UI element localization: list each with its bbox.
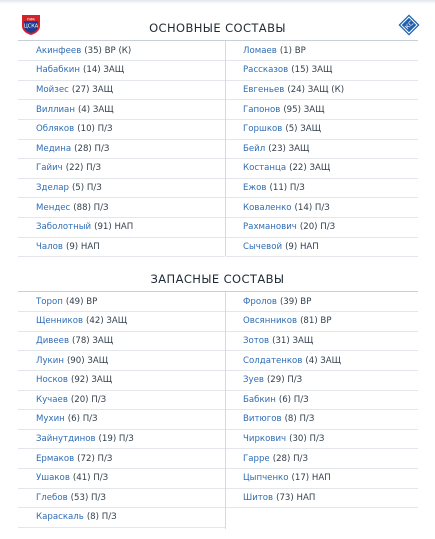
player-row <box>36 468 108 488</box>
player-name-link[interactable]: Мухин <box>36 414 65 425</box>
player-name-link[interactable]: Караскаль <box>36 512 84 523</box>
player-row <box>36 312 127 332</box>
player-number-position: (5) П/З <box>71 182 102 193</box>
player-number-position: (17) НАП <box>291 473 331 484</box>
player-row <box>36 390 106 410</box>
player-name-link[interactable]: Медина <box>36 143 72 154</box>
player-row <box>243 159 330 179</box>
player-number-position: (23) ЗАЩ <box>268 143 310 154</box>
row-separator <box>18 527 225 528</box>
player-number-position: (78) ЗАЩ <box>72 335 114 346</box>
player-name-link[interactable]: Шитов <box>243 492 274 503</box>
row-separator <box>226 256 418 257</box>
player-number-position: (11) П/З <box>269 182 305 193</box>
player-name-link[interactable]: Заболотный <box>36 222 92 233</box>
player-name-link[interactable]: Чалов <box>36 241 63 252</box>
player-number-position: (14) ЗАЩ <box>83 65 125 76</box>
player-number-position: (19) П/З <box>98 433 134 444</box>
player-number-position: (95) ЗАЩ <box>283 104 325 115</box>
player-number-position: (4) ЗАЩ <box>77 104 114 115</box>
player-name-link[interactable]: Глебов <box>36 492 68 503</box>
player-name-link[interactable]: Щенников <box>36 316 84 327</box>
player-row <box>243 139 309 159</box>
player-row <box>243 468 331 488</box>
player-row <box>243 100 325 120</box>
player-number-position: (4) ЗАЩ <box>305 355 342 366</box>
player-row <box>36 41 131 61</box>
player-row <box>243 198 330 218</box>
player-number-position: (15) ЗАЩ <box>291 65 333 76</box>
player-number-position: (9) НАП <box>285 241 319 252</box>
player-name-link[interactable]: Рахманович <box>243 222 297 233</box>
player-name-link[interactable]: Евгеньев <box>243 84 285 95</box>
player-number-position: (5) ЗАЩ <box>285 124 322 135</box>
player-row <box>36 100 114 120</box>
player-number-position: (9) НАП <box>65 241 100 252</box>
player-number-position: (72) П/З <box>77 453 113 464</box>
player-name-link[interactable]: Мендес <box>36 202 71 213</box>
player-number-position: (42) ЗАЩ <box>86 316 128 327</box>
player-row <box>243 390 309 410</box>
player-row <box>36 119 113 139</box>
player-row <box>243 178 305 198</box>
player-name-link[interactable]: Ломаев <box>243 45 277 56</box>
player-number-position: (27) ЗАЩ <box>71 84 114 95</box>
player-row <box>243 312 332 332</box>
player-number-position: (22) П/З <box>65 163 102 174</box>
player-row <box>36 429 134 449</box>
top-rule <box>0 0 435 4</box>
player-row <box>36 198 109 218</box>
player-row <box>36 508 117 528</box>
player-row <box>36 80 113 100</box>
player-number-position: (29) П/З <box>266 375 303 386</box>
svg-text:ПФК: ПФК <box>27 17 35 22</box>
player-name-link[interactable]: Ушаков <box>36 473 70 484</box>
player-name-link[interactable]: Бабкин <box>243 394 276 405</box>
player-name-link[interactable]: Зотов <box>243 335 270 346</box>
player-name-link[interactable]: Набабкин <box>36 65 80 76</box>
player-number-position: (14) П/З <box>294 202 330 213</box>
player-name-link[interactable]: Гайич <box>36 163 63 174</box>
player-row <box>36 159 101 179</box>
player-name-link[interactable]: Витюгов <box>243 414 282 425</box>
player-row <box>36 410 98 430</box>
player-row <box>243 410 314 430</box>
player-row <box>36 370 112 390</box>
player-number-position: (35) ВР (К) <box>84 45 132 56</box>
player-number-position: (20) П/З <box>299 222 336 233</box>
substitutes-header <box>0 268 435 290</box>
player-row <box>36 139 109 159</box>
player-number-position: (20) П/З <box>70 394 107 405</box>
player-name-link[interactable]: Лукин <box>36 355 64 366</box>
player-name-link[interactable]: Горшков <box>243 124 283 135</box>
player-number-position: (39) ВР <box>279 296 312 307</box>
row-separator <box>18 256 225 257</box>
player-row <box>36 488 106 508</box>
player-name-link[interactable]: Костанца <box>243 163 287 174</box>
player-number-position: (73) НАП <box>276 492 316 503</box>
player-row <box>36 61 124 81</box>
player-number-position: (81) ВР <box>300 316 332 327</box>
player-number-position: (49) ВР <box>65 296 98 307</box>
player-number-position: (92) ЗАЩ <box>70 375 113 386</box>
player-name-link[interactable]: Коваленко <box>243 202 292 213</box>
player-name-link[interactable]: Кучаев <box>36 394 68 405</box>
player-name-link[interactable]: Тороп <box>36 296 63 307</box>
player-row <box>36 449 112 469</box>
player-row <box>243 351 341 371</box>
player-row <box>243 488 315 508</box>
player-row <box>243 80 344 100</box>
player-row <box>243 429 324 449</box>
player-name-link[interactable]: Рассказов <box>243 65 289 76</box>
player-name-link[interactable]: Акинфеев <box>36 45 82 56</box>
player-row <box>36 217 133 237</box>
player-row <box>243 449 308 469</box>
player-row <box>36 351 108 371</box>
player-number-position: (31) ЗАЩ <box>272 335 314 346</box>
player-number-position: (1) ВР <box>279 45 306 56</box>
player-number-position: (22) ЗАЩ <box>289 163 331 174</box>
player-name-link[interactable]: Обляков <box>36 124 75 135</box>
player-name-link[interactable]: Цыпченко <box>243 473 289 484</box>
row-separator <box>226 507 418 508</box>
player-number-position: (6) П/З <box>278 394 309 405</box>
player-row <box>36 178 102 198</box>
player-row <box>243 370 302 390</box>
player-name-link[interactable]: Бейл <box>243 143 266 154</box>
player-name-link[interactable]: Дивеев <box>36 335 70 346</box>
substitutes-divider <box>225 292 226 529</box>
player-row <box>36 292 97 312</box>
player-name-link[interactable]: Зделар <box>36 182 69 193</box>
player-number-position: (30) П/З <box>289 433 325 444</box>
player-row <box>243 292 311 312</box>
player-name-link[interactable]: Солдатенков <box>243 355 303 366</box>
player-number-position: (28) П/З <box>272 453 308 464</box>
player-name-link[interactable]: Виллиан <box>36 104 75 115</box>
player-row <box>243 119 321 139</box>
svg-text:КС: КС <box>403 19 416 32</box>
player-number-position: (24) ЗАЩ (К) <box>287 84 345 95</box>
player-row <box>243 217 335 237</box>
svg-text:ЦСКА: ЦСКА <box>23 23 39 30</box>
player-row <box>243 41 306 61</box>
starting-title: ОСНОВНЫЕ СОСТАВЫ <box>149 21 286 35</box>
player-name-link[interactable]: Сычевой <box>243 241 283 252</box>
player-name-link[interactable]: Овсянников <box>243 316 298 327</box>
player-number-position: (91) НАП <box>94 222 134 233</box>
player-name-link[interactable]: Зуев <box>243 375 264 386</box>
player-name-link[interactable]: Ермаков <box>36 453 75 464</box>
player-number-position: (8) П/З <box>86 512 117 523</box>
player-number-position: (6) П/З <box>67 414 98 425</box>
player-row <box>36 331 113 351</box>
player-number-position: (90) ЗАЩ <box>66 355 109 366</box>
player-number-position: (28) П/З <box>74 143 110 154</box>
player-name-link[interactable]: Чиркович <box>243 433 287 444</box>
starting-header <box>0 17 435 39</box>
player-number-position: (53) П/З <box>70 492 106 503</box>
starting-divider <box>225 41 226 256</box>
player-name-link[interactable]: Зайнутдинов <box>36 433 96 444</box>
player-row <box>36 237 100 257</box>
player-number-position: (41) П/З <box>72 473 109 484</box>
player-name-link[interactable]: Ежов <box>243 182 267 193</box>
player-name-link[interactable]: Носков <box>36 375 68 386</box>
player-name-link[interactable]: Гапонов <box>243 104 281 115</box>
player-number-position: (88) П/З <box>73 202 109 213</box>
player-row <box>243 61 332 81</box>
player-number-position: (8) П/З <box>284 414 315 425</box>
player-row <box>243 331 313 351</box>
player-number-position: (10) П/З <box>77 124 113 135</box>
player-name-link[interactable]: Гарре <box>243 453 270 464</box>
player-name-link[interactable]: Мойзес <box>36 84 69 95</box>
player-row <box>243 237 319 257</box>
player-name-link[interactable]: Фролов <box>243 296 277 307</box>
substitutes-title: ЗАПАСНЫЕ СОСТАВЫ <box>150 272 285 286</box>
